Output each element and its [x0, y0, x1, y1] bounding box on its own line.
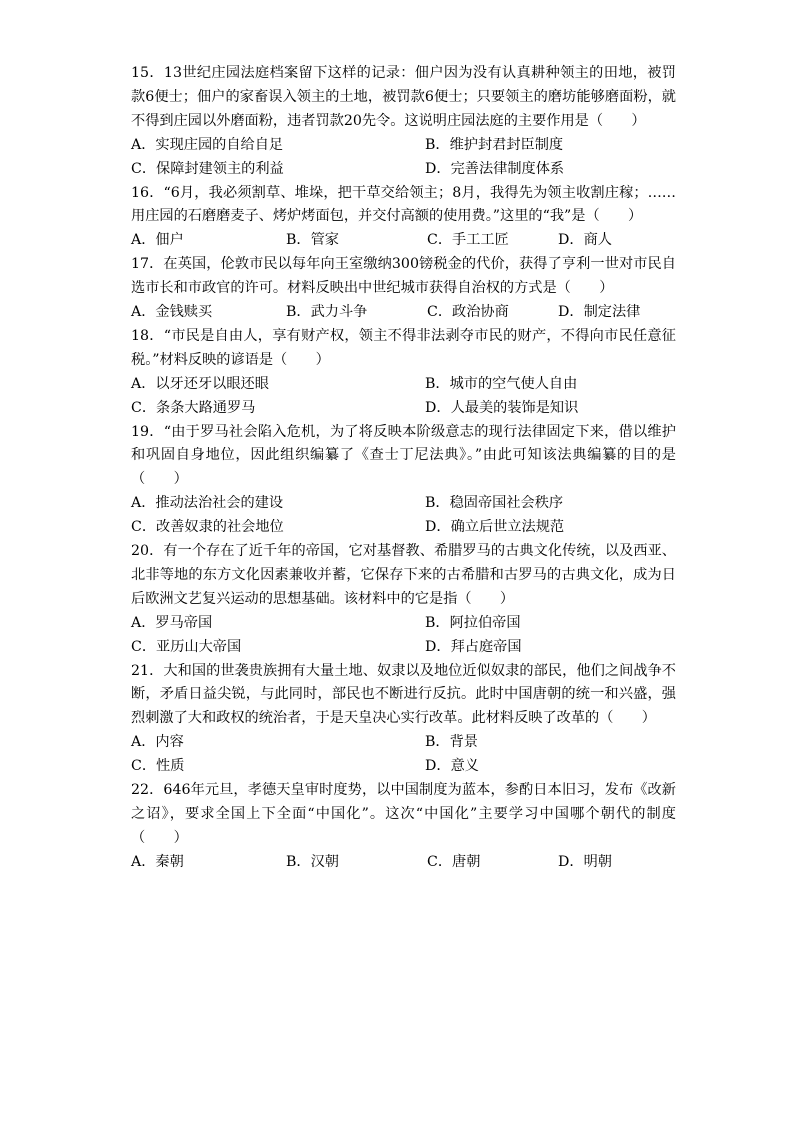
question-21	[131, 660, 676, 780]
option-a: A．秦朝	[131, 853, 184, 870]
option-d: D．商人	[558, 232, 612, 249]
option-a: A．金钱赎买	[131, 304, 213, 321]
option-c: C．唐朝	[427, 853, 481, 870]
option-a: A．罗马帝国	[131, 614, 213, 631]
option-a: A．推动法治社会的建设	[131, 495, 284, 512]
option-row	[131, 731, 676, 755]
question-16	[131, 182, 676, 254]
question-stem: 20．有一个存在了近千年的帝国，它对基督教、希腊罗马的古典文化传统，以及西亚、北非等地的东方文化因素兼收并蓄，它保存下来的古希腊和古罗马的古典文化，成为日后欧洲文艺复兴运动的思想基础。该材料中的它是指（ ）	[131, 543, 676, 607]
question-15	[131, 62, 676, 182]
option-d: D．拜占庭帝国	[425, 638, 522, 655]
option-row	[131, 636, 676, 660]
option-row	[131, 158, 676, 182]
option-b: B．城市的空气使人自由	[425, 375, 578, 392]
option-row	[131, 373, 676, 397]
question-17	[131, 253, 676, 325]
option-row	[131, 134, 676, 158]
option-d: D．制定法律	[558, 304, 641, 321]
question-19	[131, 421, 676, 541]
option-a: A．内容	[131, 734, 184, 751]
question-stem: 18．“市民是自由人，享有财产权，领主不得非法剥夺市民的财产，不得向市民任意征税。”材料反映的谚语是（ ）	[131, 327, 676, 368]
option-c: C．改善奴隶的社会地位	[131, 519, 284, 536]
option-c: C．手工工匠	[427, 232, 509, 249]
question-stem: 15．13世纪庄园法庭档案留下这样的记录：佃户因为没有认真耕种领主的田地，被罚款6便士；佃户的家畜误入领主的土地，被罚款6便士；只要领主的磨坊能够磨面粉，就不得到庄园以外磨面粉，违者罚款20先令。这说明庄园法庭的主要作用是（ ）	[131, 65, 676, 129]
option-d: D．人最美的装饰是知识	[425, 399, 579, 416]
option-b: B．管家	[286, 232, 339, 249]
option-row	[131, 301, 676, 325]
option-row	[131, 229, 676, 253]
option-b: B．背景	[425, 734, 478, 751]
option-a: A．佃户	[131, 232, 184, 249]
question-stem: 19．“由于罗马社会陷入危机，为了将反映本阶级意志的现行法律固定下来，借以维护和巩固自身地位，因此组织编纂了《查士丁尼法典》。”由此可知该法典编纂的目的是（ ）	[131, 423, 676, 488]
question-sheet	[131, 62, 676, 875]
option-c: C．性质	[131, 758, 185, 775]
option-b: B．武力斗争	[286, 304, 368, 321]
option-row	[131, 612, 676, 636]
option-c: C．保障封建领主的利益	[131, 160, 284, 177]
option-d: D．完善法律制度体系	[425, 160, 565, 177]
question-stem: 17．在英国，伦敦市民以每年向王室缴纳300镑税金的代价，获得了亨利一世对市民自选市长和市政官的许可。材料反映出中世纪城市获得自治权的方式是（ ）	[131, 256, 676, 297]
question-20	[131, 540, 676, 660]
option-row	[131, 755, 676, 779]
option-row	[131, 516, 676, 540]
option-b: B．汉朝	[286, 853, 339, 870]
option-b: B．维护封君封臣制度	[425, 136, 564, 153]
question-stem: 22．646年元旦，孝德天皇审时度势，以中国制度为蓝本，参酌日本旧习，发布《改新之诏》，要求全国上下全面“中国化”。这次“中国化”主要学习中国哪个朝代的制度（ ）	[131, 782, 676, 846]
option-c: C．亚历山大帝国	[131, 638, 242, 655]
option-row	[131, 397, 676, 421]
question-22	[131, 779, 676, 875]
question-stem: 16．“6月，我必须割草、堆垛，把干草交给领主；8月，我得先为领主收割庄稼；……用庄园的石磨磨麦子、烤炉烤面包，并交付高额的使用费。”这里的“我”是（ ）	[131, 184, 676, 225]
option-c: C．条条大路通罗马	[131, 399, 256, 416]
option-c: C．政治协商	[427, 304, 509, 321]
option-a: A．实现庄园的自给自足	[131, 136, 284, 153]
option-d: D．明朝	[558, 853, 612, 870]
question-stem: 21．大和国的世袭贵族拥有大量土地、奴隶以及地位近似奴隶的部民，他们之间战争不断，矛盾日益尖锐，与此同时，部民也不断进行反抗。此时中国唐朝的统一和兴盛，强烈刺激了大和政权的统治者，于是天皇决心实行改革。此材料反映了改革的（ ）	[131, 662, 676, 727]
option-row	[131, 851, 676, 875]
option-d: D．意义	[425, 758, 479, 775]
option-b: B．稳固帝国社会秩序	[425, 495, 564, 512]
option-a: A．以牙还牙以眼还眼	[131, 375, 269, 392]
question-18	[131, 325, 676, 421]
option-row	[131, 492, 676, 516]
option-b: B．阿拉伯帝国	[425, 614, 521, 631]
option-d: D．确立后世立法规范	[425, 519, 565, 536]
